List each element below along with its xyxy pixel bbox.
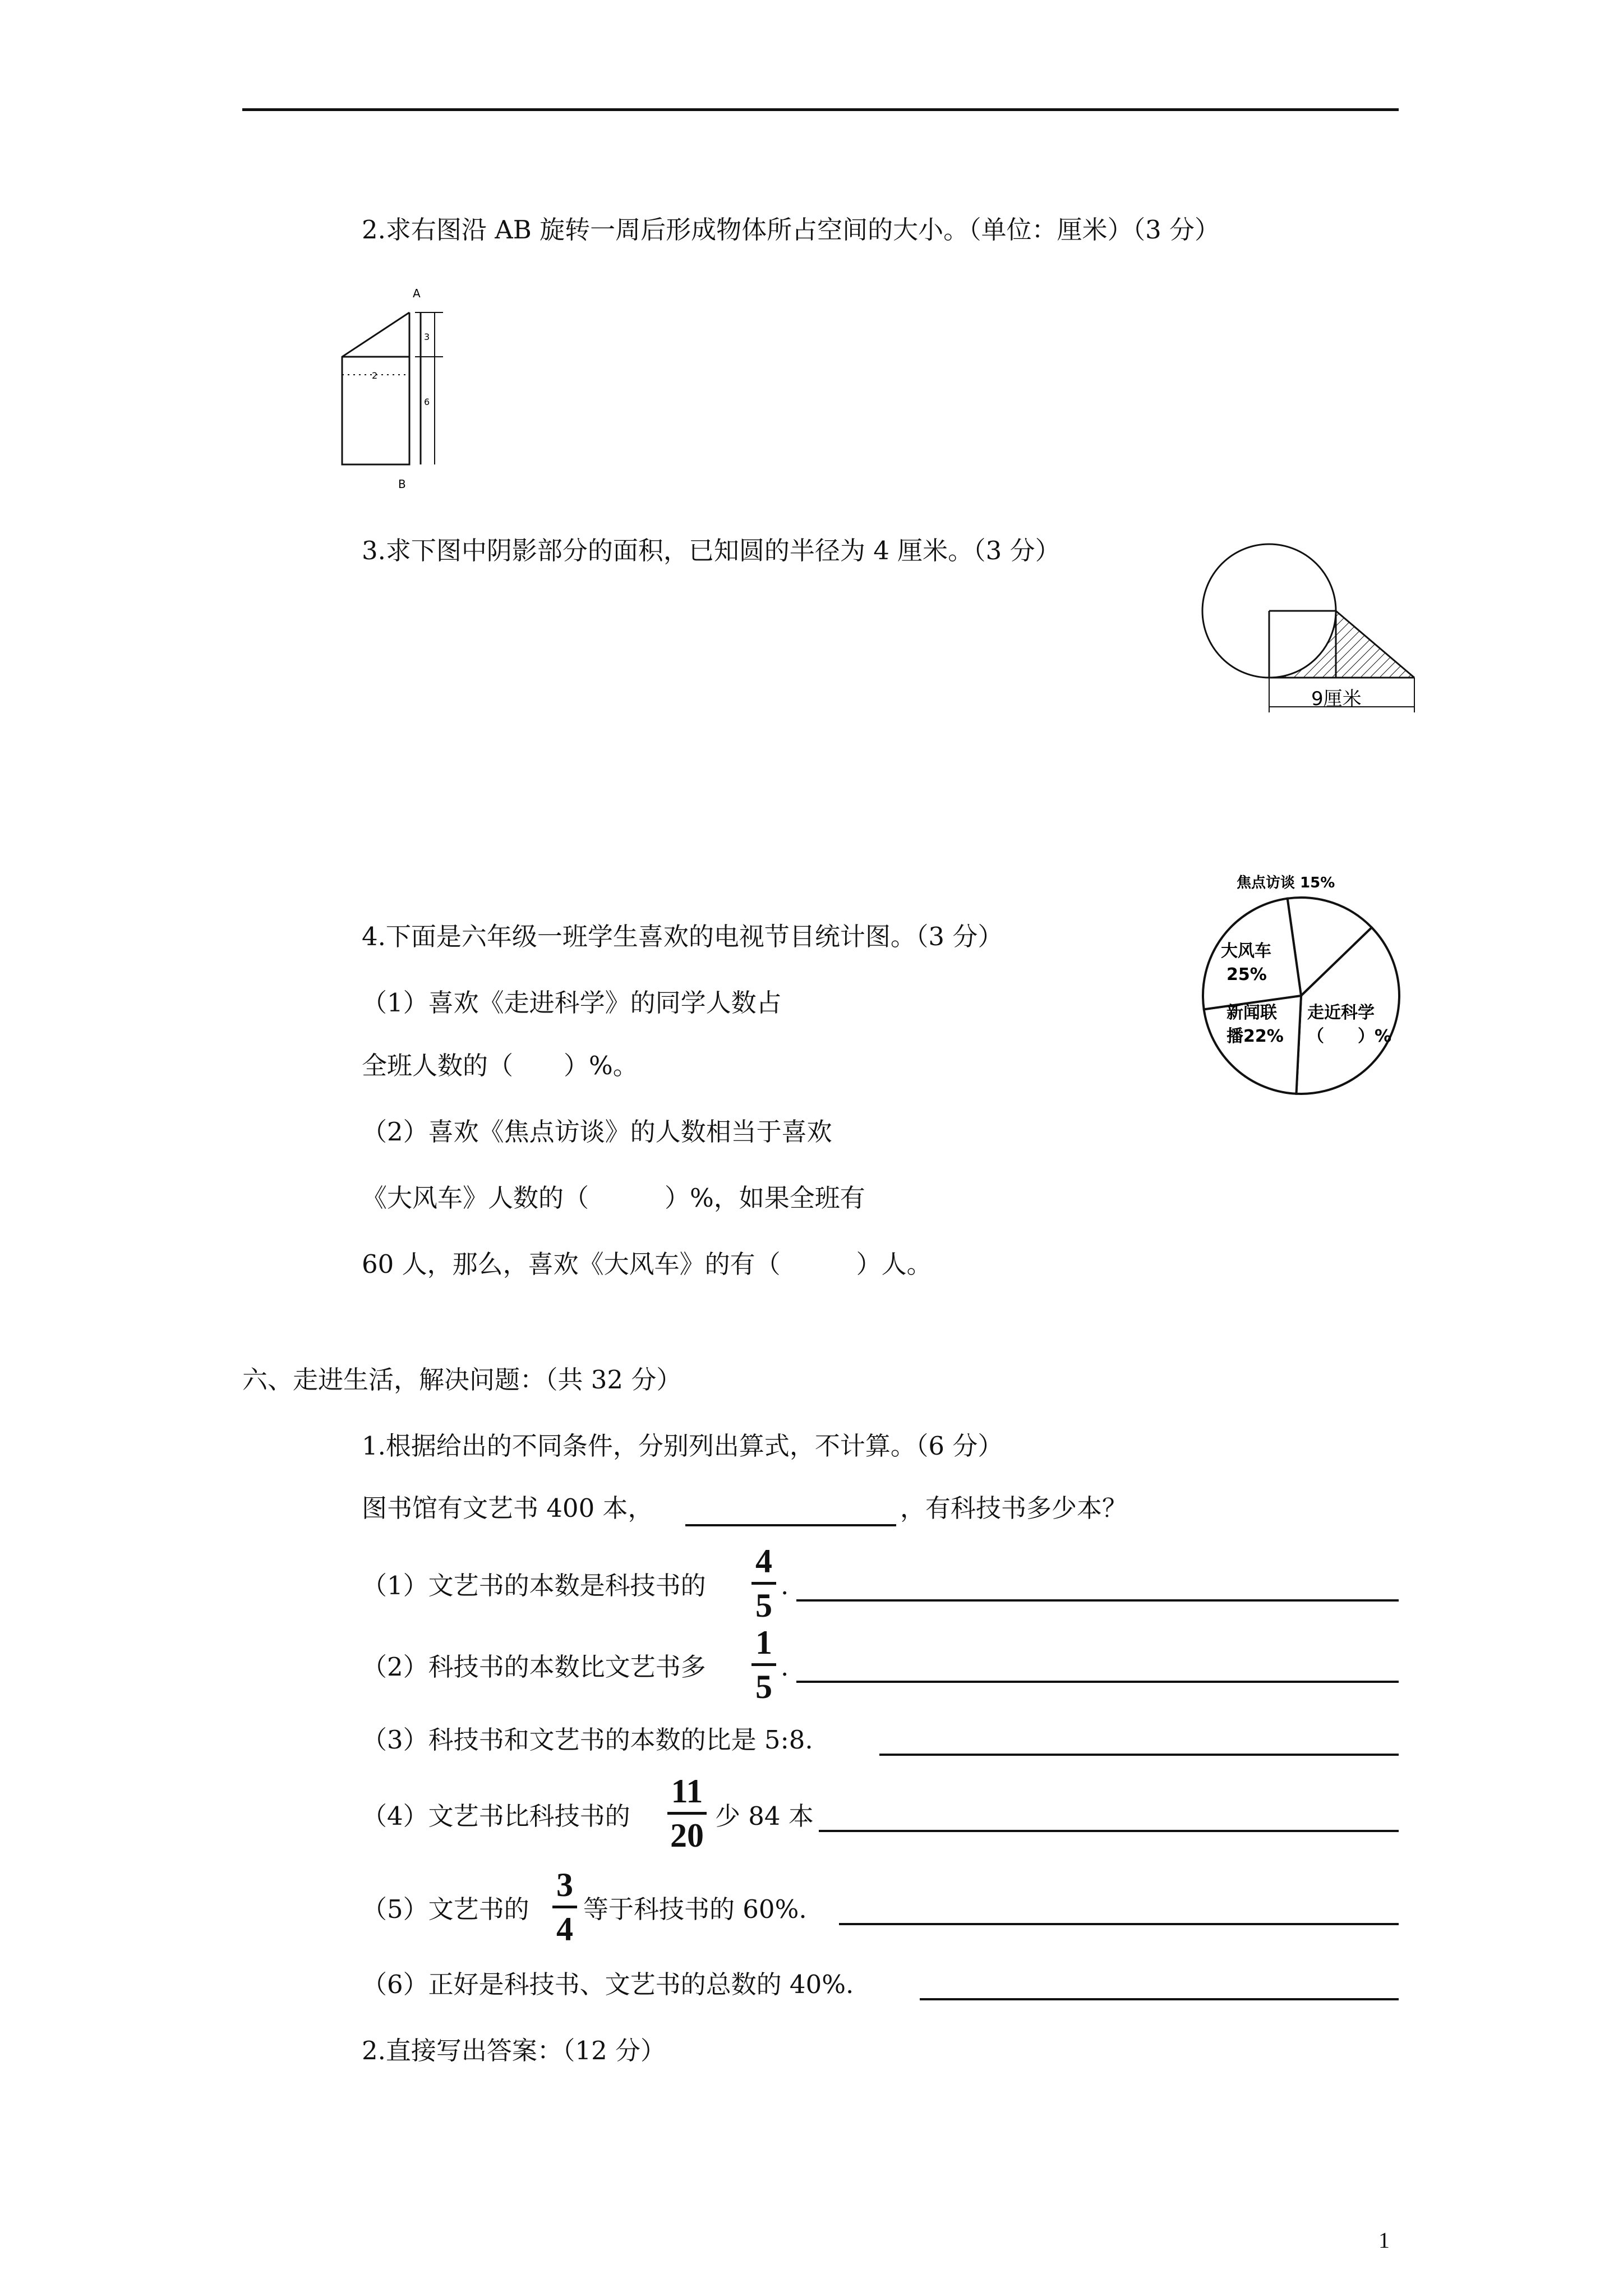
item-4-answer-line[interactable] [819, 1830, 1399, 1832]
dim-9cm: 9厘米 [1311, 688, 1362, 710]
item-5-answer-line[interactable] [839, 1923, 1399, 1925]
q4-line-1: （1）喜欢《走进科学》的同学人数占 [362, 988, 782, 1018]
s6-q1-stem-b: ，有科技书多少本？ [900, 1493, 1128, 1523]
q3-text: 3.求下图中阴影部分的面积，已知圆的半径为 4 厘米。（3 分） [362, 536, 1061, 565]
tv-program-pie-chart [1192, 867, 1427, 1102]
item-1-period: . [781, 1571, 789, 1600]
s6-q2-title: 2.直接写出答案：（12 分） [362, 2036, 666, 2065]
pie-focus-label: 焦点访谈 15% [1237, 875, 1335, 891]
pie-news-name: 新闻联 [1227, 1003, 1277, 1023]
q4-text: 4.下面是六年级一班学生喜欢的电视节目统计图。（3 分） [362, 922, 1003, 951]
q4-line-5: 60 人，那么，喜欢《大风车》的有（ ）人。 [362, 1249, 932, 1279]
item-5-fraction: 3 4 [552, 1866, 577, 1948]
item-5-text: （5）文艺书的 [362, 1894, 529, 1924]
item-2-text: （2）科技书的本数比文艺书多 [362, 1652, 706, 1682]
s6-q1-stem-blank[interactable] [685, 1524, 896, 1526]
q4-line-4: 《大风车》人数的（ ）%，如果全班有 [362, 1183, 865, 1213]
item-2-period: . [781, 1652, 789, 1682]
s6-q1-title: 1.根据给出的不同条件，分别列出算式，不计算。（6 分） [362, 1431, 1003, 1461]
item-1-fraction: 4 5 [751, 1543, 776, 1624]
dim-top: 3 [424, 332, 430, 342]
item-1-text: （1）文艺书的本数是科技书的 [362, 1571, 706, 1600]
q2-text: 2.求右图沿 AB 旋转一周后形成物体所占空间的大小。（单位：厘米）（3 分） [362, 215, 1220, 245]
item-4-text: （4）文艺书比科技书的 [362, 1801, 630, 1831]
dim-width: 2 [372, 370, 378, 381]
page-number: 1 [1378, 2228, 1390, 2253]
item-4-text-b: 少 84 本 [715, 1801, 814, 1831]
s6-q1-stem-a: 图书馆有文艺书 400 本， [362, 1493, 653, 1523]
q4-line-2: 全班人数的（ ）%。 [362, 1051, 638, 1080]
label-a: A [413, 287, 421, 300]
q2-rotation-figure [314, 280, 460, 505]
pie-science-name: 走近科学 [1307, 1003, 1375, 1023]
q4-line-3: （2）喜欢《焦点访谈》的人数相当于喜欢 [362, 1117, 832, 1147]
q3-shaded-figure [1189, 544, 1430, 724]
item-3-text: （3）科技书和文艺书的本数的比是 5:8. [362, 1725, 813, 1755]
pie-windmill-name: 大风车 [1221, 941, 1271, 961]
header-rule [242, 108, 1399, 111]
item-1-answer-line[interactable] [796, 1599, 1399, 1602]
pie-windmill-pct: 25% [1227, 965, 1267, 984]
label-b: B [398, 477, 406, 491]
item-6-text: （6）正好是科技书、文艺书的总数的 40%. [362, 1970, 854, 1999]
item-3-answer-line[interactable] [879, 1754, 1399, 1756]
pie-science-pct: （ ）% [1307, 1027, 1392, 1046]
item-2-fraction: 1 5 [751, 1624, 776, 1705]
item-2-answer-line[interactable] [796, 1681, 1399, 1683]
item-5-text-b: 等于科技书的 60%. [583, 1894, 807, 1924]
item-6-answer-line[interactable] [920, 1998, 1399, 2000]
dim-bottom: 6 [424, 397, 430, 407]
section6-heading: 六、走进生活，解决问题：（共 32 分） [242, 1365, 682, 1395]
item-4-fraction: 11 20 [667, 1773, 707, 1854]
pie-news-pct: 播22% [1227, 1027, 1284, 1046]
